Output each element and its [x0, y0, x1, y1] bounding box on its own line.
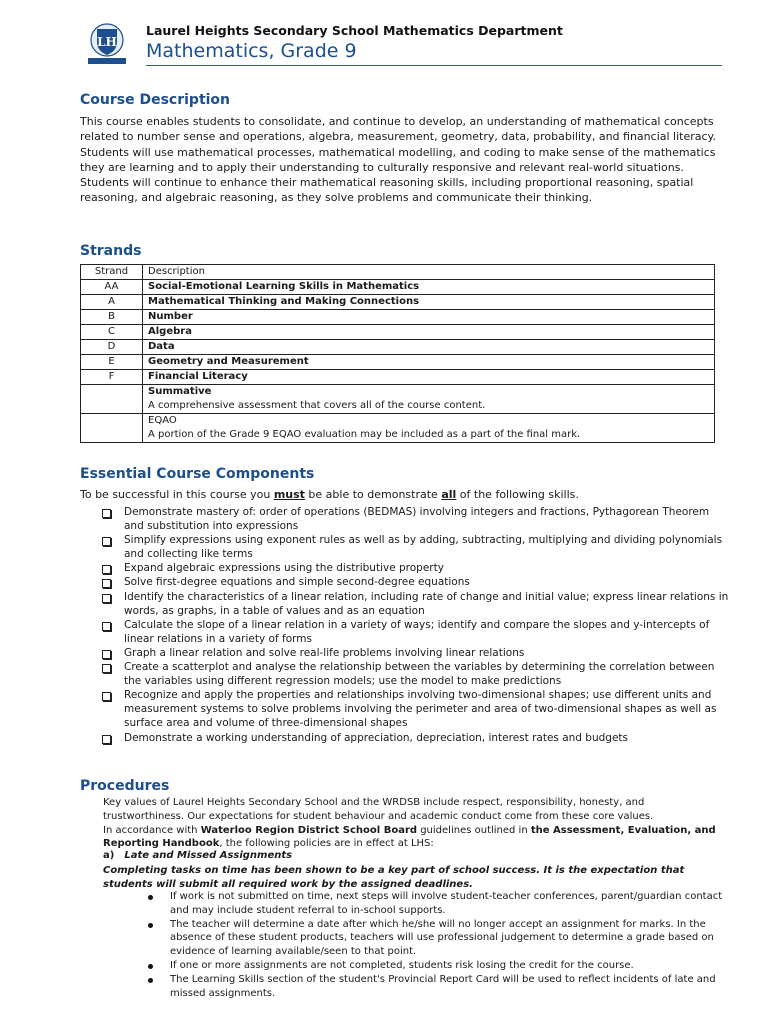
strands-table	[80, 264, 715, 443]
procedures-text: Key values of Laurel Heights Secondary School and the WRDSB include respect, responsibility, honesty, and trustworthiness. Our expectations for student behaviour and academic conduct come from these core values. In accordance with Waterloo Region District School Board guidelines outlined in the Assessment, Evaluation, and Reporting Handbook, the following policies are in effect at LHS:	[103, 797, 716, 850]
list-item: Graph a linear relation and solve real-life problems involving linear relations	[100, 646, 730, 660]
checkbox-icon	[102, 509, 111, 518]
table-row	[81, 355, 715, 370]
list-item: Expand algebraic expressions using the distributive property	[100, 561, 730, 575]
checkbox-icon	[102, 692, 111, 701]
eqao-title: EQAO	[148, 415, 177, 426]
strand-description: Algebra	[148, 326, 192, 337]
emphasis-all: all	[441, 488, 457, 501]
checkbox-icon	[102, 622, 111, 631]
header-divider	[146, 65, 722, 66]
page-title: Mathematics, Grade 9	[146, 40, 357, 62]
summative-title: Summative	[148, 386, 212, 397]
department-name: Laurel Heights Secondary School Mathematics Department	[146, 23, 563, 38]
strand-code: C	[81, 325, 143, 340]
components-intro: To be successful in this course you must be able to demonstrate all of the following skills.	[80, 488, 579, 501]
col-description-header: Description	[143, 265, 715, 280]
list-item: Recognize and apply the properties and relationships involving two-dimensional shapes; use different units and measurement systems to solve problems involving the perimeter and area of two-dimensional shapes as well as surface area and volume of three-dimensional shapes	[100, 688, 730, 730]
bullet-icon	[148, 923, 153, 928]
summative-row	[81, 385, 715, 414]
checkbox-icon	[102, 664, 111, 673]
strand-code: F	[81, 370, 143, 385]
list-item: Simplify expressions using exponent rules as well as by adding, subtracting, multiplying and dividing polynomials and collecting like terms	[100, 533, 730, 561]
checkbox-icon	[102, 735, 111, 744]
strand-description: Number	[148, 311, 193, 322]
strand-description: Geometry and Measurement	[148, 356, 309, 367]
summative-text: A comprehensive assessment that covers all of the course content.	[148, 400, 486, 411]
eqao-text: A portion of the Grade 9 EQAO evaluation may be included as a part of the final mark.	[148, 429, 581, 440]
list-item: If work is not submitted on time, next steps will involve student-teacher conferences, parent/guardian contact and may include student referral to in-school supports.	[148, 890, 728, 918]
course-description-heading: Course Description	[80, 92, 231, 108]
strand-code: B	[81, 310, 143, 325]
checkbox-icon	[102, 579, 111, 588]
list-item: The teacher will determine a date after which he/she will no longer accept an assignment for marks. In the absence of these student products, teachers will use professional judgement to determine a grade based on evidence of learning available/seen to that point.	[148, 918, 728, 959]
course-description-text: This course enables students to consolidate, and continue to develop, an understanding of mathematical concepts related to number sense and operations, algebra, measurement, geometry, data, probability, and financial literacy. Students will use mathematical processes, mathematical modelling, and coding to make sense of the mathematics they are learning and to apply their understanding to culturally responsive and relevant real-world situations. Students will continue to enhance their mathematical reasoning skills, including proportional reasoning, spatial reasoning, and algebraic reasoning, as they solve problems and communicate their thinking.	[80, 115, 716, 205]
table-row	[81, 280, 715, 295]
list-item: Demonstrate mastery of: order of operations (BEDMAS) involving integers and fractions, Pythagorean Theorem and substitution into expressions	[100, 505, 730, 533]
table-row	[81, 325, 715, 340]
components-heading: Essential Course Components	[80, 466, 315, 482]
eqao-row	[81, 414, 715, 443]
list-item: Create a scatterplot and analyse the relationship between the variables by determining the correlation between the variables using different regression models; use the model to make predictions	[100, 660, 730, 688]
bullet-icon	[148, 978, 153, 983]
strand-description: Data	[148, 341, 175, 352]
checkbox-icon	[102, 594, 111, 603]
bullet-icon	[148, 895, 153, 900]
strand-description: Social-Emotional Learning Skills in Mathematics	[148, 281, 420, 292]
school-crest-icon	[80, 20, 134, 68]
strand-description: Financial Literacy	[148, 371, 248, 382]
strand-code: E	[81, 355, 143, 370]
list-item: Solve first-degree equations and simple second-degree equations	[100, 575, 730, 589]
bullet-icon	[148, 964, 153, 969]
emphasis-must: must	[273, 488, 305, 501]
table-row	[81, 310, 715, 325]
list-item: If one or more assignments are not completed, students risk losing the credit for the course.	[148, 959, 728, 973]
skills-list	[100, 505, 730, 745]
checkbox-icon	[102, 650, 111, 659]
list-item: The Learning Skills section of the student's Provincial Report Card will be used to reflect incidents of late and missed assignments.	[148, 973, 728, 1001]
late-assignments-subheading: a) Late and Missed Assignments	[103, 850, 293, 861]
table-row	[81, 295, 715, 310]
table-row	[81, 340, 715, 355]
table-header-row	[81, 265, 715, 280]
checkbox-icon	[102, 565, 111, 574]
table-row	[81, 370, 715, 385]
strand-code: D	[81, 340, 143, 355]
strand-code: AA	[81, 280, 143, 295]
svg-text:LH: LH	[97, 35, 117, 49]
strands-heading: Strands	[80, 243, 142, 259]
list-item: Calculate the slope of a linear relation in a variety of ways; identify and compare the slopes and y-intercepts of linear relations in a variety of forms	[100, 618, 730, 646]
strand-description: Mathematical Thinking and Making Connections	[148, 296, 420, 307]
procedures-heading: Procedures	[80, 778, 170, 794]
checkbox-icon	[102, 537, 111, 546]
strand-code: A	[81, 295, 143, 310]
list-item: Identify the characteristics of a linear relation, including rate of change and initial value; express linear relations in words, as graphs, in a table of values and as an equation	[100, 590, 730, 618]
col-strand-header: Strand	[81, 265, 143, 280]
policy-list	[148, 890, 728, 1000]
list-item: Demonstrate a working understanding of appreciation, depreciation, interest rates and budgets	[100, 731, 730, 745]
late-assignments-intro: Completing tasks on time has been shown to be a key part of school success. It is the expectation that students will submit all required work by the assigned deadlines.	[103, 865, 685, 890]
